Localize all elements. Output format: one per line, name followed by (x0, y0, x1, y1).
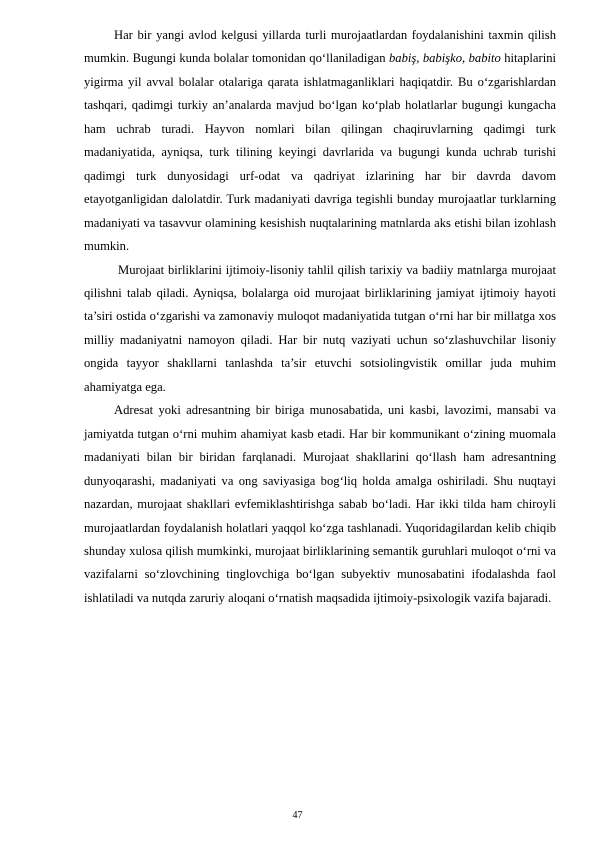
paragraph-1 (84, 24, 556, 259)
paragraph-1-italic-terms: babiş, babişko, babito (388, 51, 501, 66)
paragraph-1-text-end: hitaplarini yigirma yil avval bolalar otalariga qarata ishlatmaganliklari haqiqatdir. Bu o‘zgarishlardan tashqari, qadimgi turkiy an’analarda mavjud bo‘lgan ko‘plab holatlarlar bugungi kungacha ham uchrab turadi. Hayvon nomlari bilan qilingan chaqiruvlarning qadimgi turk madaniyatida, ayniqsa, turk tilining keyingi davrlarida va bugungi kunda uchrab turishi qadimgi turk dunyosidagi urf-odat va qadriyat izlarining har bir davrda davom etayotganligidan dalolatdir. Turk madaniyati davriga tegishli bunday murojaatlar turklarning madaniyati va tasavvur olamining kesishish nuqtalarining matnlarda aks etishi bilan izohlash mumkin. (84, 51, 556, 254)
paragraph-2: Murojaat birliklarini ijtimoiy-lisoniy tahlil qilish tarixiy va badiiy matnlarga murojaat qilishni talab qiladi. Ayniqsa, bolalarga oid murojaat birliklarining jamiyat ijtimoiy hayoti ta’siri ostida o‘zgarishi va zamonaviy muloqot madaniyatida tutgan o‘rni har bir millatga xos milliy madaniyatni namoyon qiladi. Har bir nutq vaziyati uchun so‘zlashuvchilar lisoniy ongida tayyor shakllarni tanlashda ta’sir etuvchi sotsiolingvistik omillar juda muhim ahamiyatga ega. (84, 262, 556, 394)
paragraph-1-text-start: Har bir yangi avlod kelgusi yillarda turli murojaatlardan foydalanishini taxmin qilish mumkin. Bugungi kunda bolalar tomonidan qo‘llaniladigan (84, 28, 556, 66)
paragraph-3: Adresat yoki adresantning bir biriga munosabatida, uni kasbi, lavozimi, mansabi va jamiyatda tutgan o‘rni muhim ahamiyat kasb etadi. Har bir kommunikant o‘zining muomala madaniyati bilan bir biridan farqlanadi. Murojaat shakllarini qo‘llash ham adresantning dunyoqarashi, madaniyati va ong saviyasiga bog‘liq holda amalga oshiriladi. Shu nuqtayi nazardan, murojaat shakllari evfemiklashtirishga sabab bo‘ladi. Har ikki tilda ham chiroyli murojaatlardan foydalanish holatlari yaqqol ko‘zga tashlanadi. Yuqoridagilardan kelib chiqib shunday xulosa qilish mumkinki, murojaat birliklarining semantik guruhlari muloqot o‘rni va vazifalarni so‘zlovchining tinglovchiga bo‘lgan subyektiv munosabatini ifodalashda faol ishlatiladi va nutqda zaruriy aloqani o‘rnatish maqsadida ijtimoiy-psixologik vazifa bajaradi. (84, 403, 556, 605)
document-page (84, 24, 556, 610)
page-number: 47 (292, 810, 303, 821)
